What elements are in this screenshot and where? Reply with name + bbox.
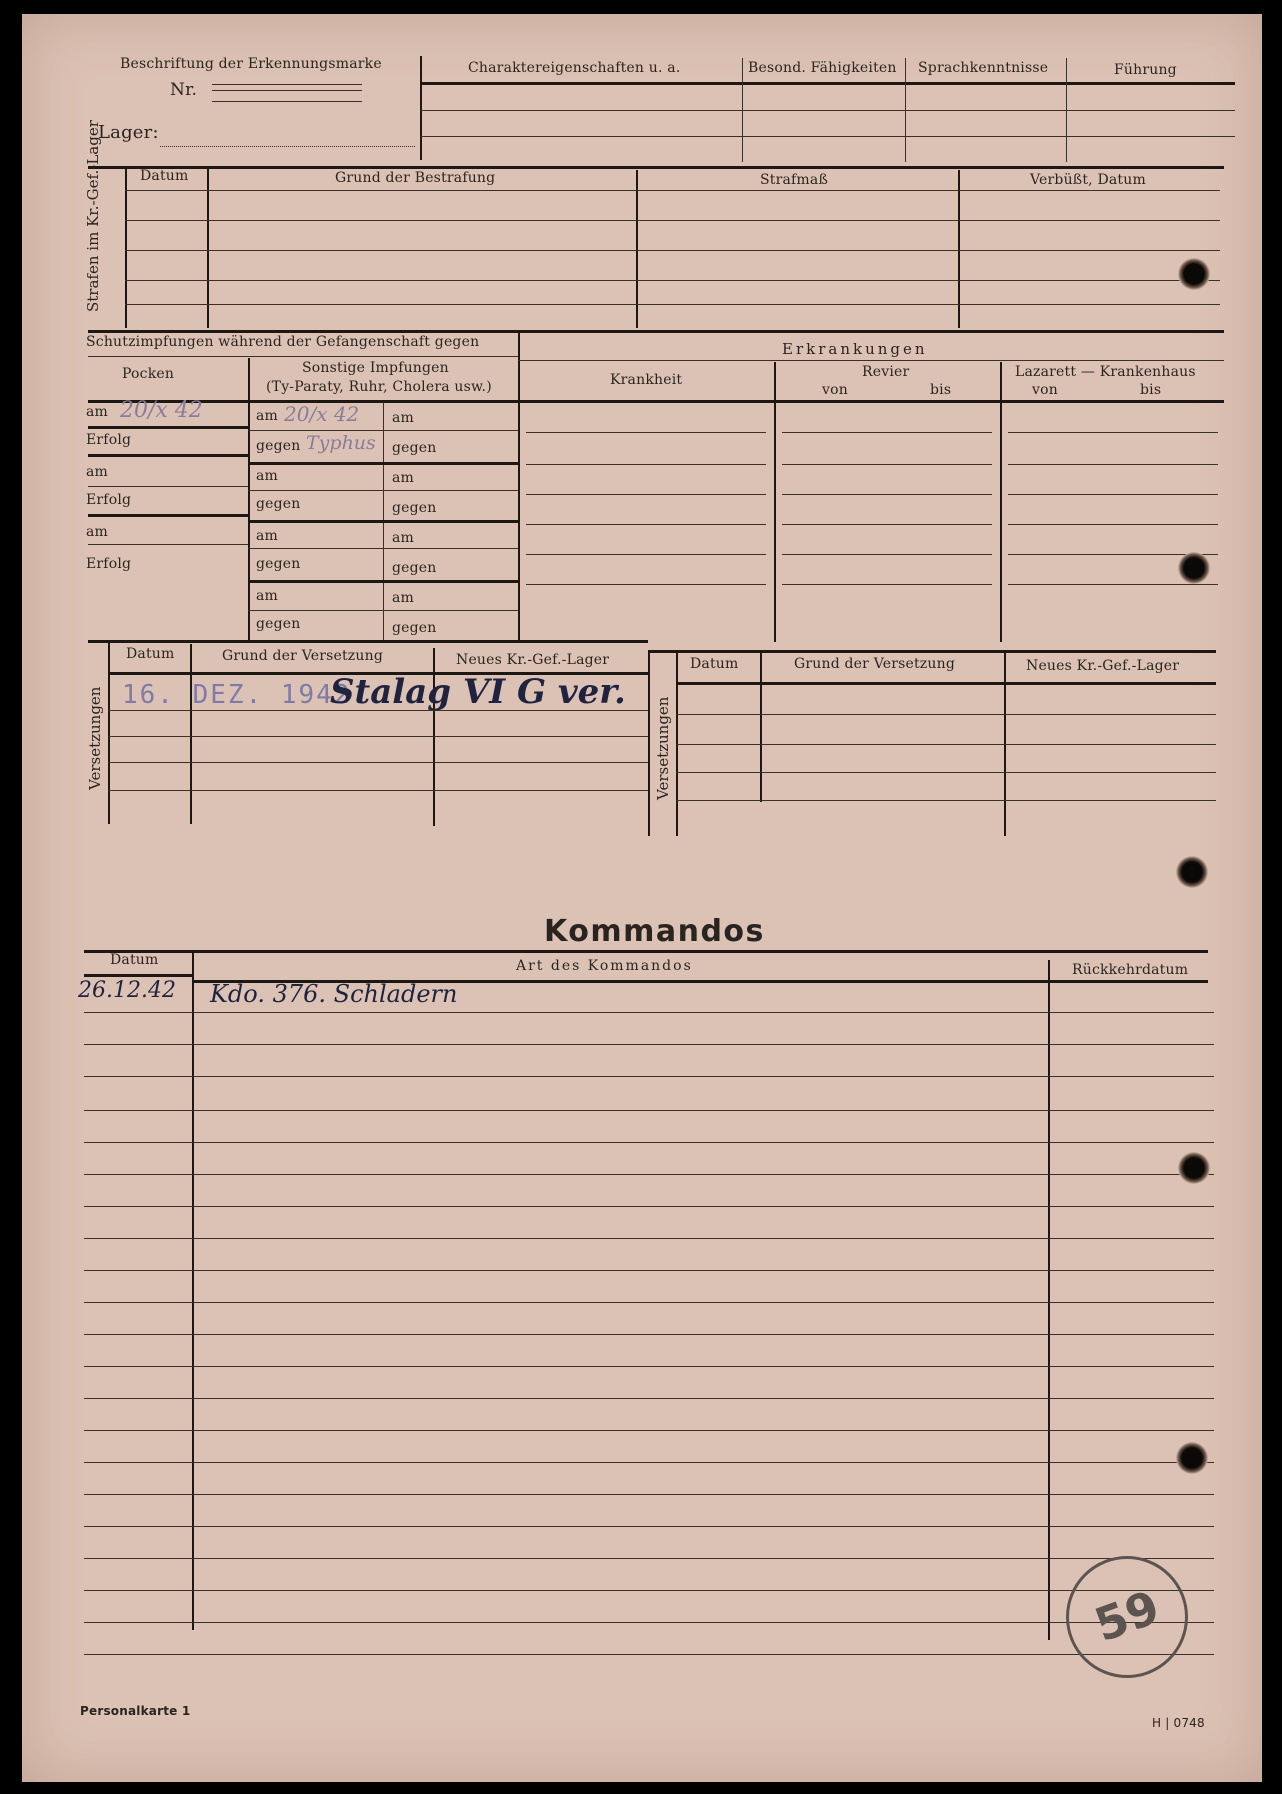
- strafen-rule: [125, 250, 1220, 251]
- sprache-label: Sprachkenntnisse: [918, 60, 1049, 76]
- number-stamp: [1066, 1556, 1188, 1678]
- impfungen-rule: [248, 520, 518, 523]
- vers-grund: Grund der Versetzung: [222, 648, 383, 664]
- lazarett-bis: bis: [1140, 382, 1162, 398]
- versetzungen-top-rule-right: [648, 650, 1216, 653]
- number-stamp-value: 59: [1087, 1579, 1167, 1653]
- sonst2-am-label-3: am: [392, 530, 415, 546]
- krankheit-rule: [526, 494, 766, 495]
- vers-rule: [108, 762, 648, 763]
- vers-date-stamp: 16. DEZ. 1942: [122, 680, 352, 710]
- erkrankungen-header-rule: [518, 360, 1224, 361]
- erkrankungen-col-divider: [1000, 362, 1002, 642]
- impfungen-header-rule: [88, 356, 518, 357]
- kommandos-row-rule: [84, 1142, 1214, 1143]
- kommandos-col-divider: [1048, 960, 1050, 1640]
- revier-rule: [782, 554, 992, 555]
- impfungen-rule: [248, 430, 518, 431]
- pocken-am-entry: 20/x 42: [120, 398, 203, 423]
- strafen-side-label: Strafen im Kr.-Gef.-Lager: [84, 120, 102, 312]
- vers-middle-divider: [648, 650, 650, 836]
- vers-rule-right: [676, 772, 1216, 773]
- versetzungen-side-label: Versetzungen: [86, 686, 104, 790]
- fuehrung-label: Führung: [1114, 62, 1177, 78]
- sonst-gegen-label: gegen: [256, 438, 301, 454]
- revier-rule: [782, 432, 992, 433]
- kommandos-row-rule: [84, 1012, 1214, 1013]
- vers-rule-right: [676, 744, 1216, 745]
- lager-label: Lager:: [98, 122, 159, 143]
- kommandos-row-rule: [84, 1334, 1214, 1335]
- top-row-rule: [420, 110, 1235, 111]
- krankheit-rule: [526, 554, 766, 555]
- kommandos-row-rule: [84, 1526, 1214, 1527]
- pocken-erfolg-label-2: Erfolg: [86, 492, 132, 508]
- impfungen-rule: [88, 486, 248, 487]
- top-divider: [420, 56, 422, 160]
- kommandos-row-rule: [84, 1430, 1214, 1431]
- pocken-am-label: am: [86, 404, 109, 420]
- sonst2-am-label-2: am: [392, 470, 415, 486]
- kommandos-row-rule: [84, 1590, 1214, 1591]
- kommandos-row-rule: [84, 1494, 1214, 1495]
- sonstige-label-2: (Ty-Paraty, Ruhr, Cholera usw.): [266, 379, 492, 395]
- sonstige-label-1: Sonstige Impfungen: [302, 360, 449, 376]
- erkrankungen-col-divider: [774, 362, 776, 642]
- lazarett-label: Lazarett — Krankenhaus: [1015, 364, 1196, 380]
- kommandos-entry-date: 26.12.42: [78, 978, 176, 1003]
- versetzungen-top-rule: [88, 640, 648, 643]
- marke-label: Beschriftung der Erkennungsmarke: [120, 56, 382, 72]
- kommandos-row-rule: [84, 1558, 1214, 1559]
- sonst-gegen-label-4: gegen: [256, 616, 301, 632]
- lazarett-rule: [1008, 524, 1218, 525]
- pocken-erfolg-label: Erfolg: [86, 432, 132, 448]
- charakter-label: Charaktereigenschaften u. a.: [468, 60, 681, 76]
- revier-bis: bis: [930, 382, 952, 398]
- strafen-grund: Grund der Bestrafung: [335, 170, 496, 186]
- kommandos-title: Kommandos: [544, 914, 765, 949]
- lager-field: [160, 146, 415, 147]
- lazarett-rule: [1008, 464, 1218, 465]
- kommandos-row-rule: [84, 1110, 1214, 1111]
- lazarett-rule: [1008, 584, 1218, 585]
- impfungen-rule: [248, 580, 518, 583]
- sonst-am-label-4: am: [256, 588, 279, 604]
- kommandos-entry-art: Kdo. 376. Schladern: [210, 980, 458, 1008]
- sonst-am-entry: 20/x 42: [284, 402, 360, 426]
- form-code: H | 0748: [1152, 1716, 1205, 1730]
- kommandos-art: Art des Kommandos: [516, 958, 693, 974]
- faehigkeiten-label: Besond. Fähigkeiten: [748, 60, 897, 76]
- sonst2-am-label-4: am: [392, 590, 415, 606]
- sonst2-am-label: am: [392, 410, 415, 426]
- sonst-gegen-label-2: gegen: [256, 496, 301, 512]
- revier-von: von: [822, 382, 848, 398]
- sonst-am-label-3: am: [256, 528, 279, 544]
- vers-rule: [108, 790, 648, 791]
- vers-rule: [108, 710, 648, 711]
- vers-rule: [108, 736, 648, 737]
- punch-hole: [1176, 1442, 1208, 1474]
- krankheit-label: Krankheit: [610, 372, 683, 388]
- impfungen-rule: [88, 514, 248, 517]
- form-name: Personalkarte 1: [80, 1704, 191, 1718]
- revier-rule: [782, 524, 992, 525]
- kommandos-row-rule: [84, 1076, 1214, 1077]
- vers-grund-right: Grund der Versetzung: [794, 656, 955, 672]
- versetzungen-side-divider: [108, 642, 110, 824]
- top-header-rule: [420, 82, 1235, 85]
- krankheit-rule: [526, 464, 766, 465]
- krankheit-rule: [526, 584, 766, 585]
- punch-hole: [1178, 1152, 1210, 1184]
- sonst-gegen-label-3: gegen: [256, 556, 301, 572]
- punch-hole: [1178, 258, 1210, 290]
- punch-hole: [1178, 552, 1210, 584]
- sonst-gegen-entry: Typhus: [306, 432, 376, 454]
- kommandos-top-rule: [84, 950, 1208, 953]
- lazarett-von: von: [1032, 382, 1058, 398]
- kommandos-row-rule: [84, 1398, 1214, 1399]
- sonst-am-label-2: am: [256, 468, 279, 484]
- impfungen-header-bottom: [88, 400, 1224, 403]
- kommandos-row-rule: [84, 1366, 1214, 1367]
- kommandos-row-rule: [84, 1238, 1214, 1239]
- vers-rule-right: [676, 714, 1216, 715]
- kommandos-row-rule: [84, 1622, 1214, 1623]
- krankheit-rule: [526, 432, 766, 433]
- strafen-rule: [125, 304, 1220, 305]
- vers-datum: Datum: [126, 646, 175, 662]
- sonst2-gegen-label-4: gegen: [392, 620, 437, 636]
- strafen-strafmass: Strafmaß: [760, 172, 829, 188]
- top-row-rule: [420, 136, 1235, 137]
- kommandos-header-rule: [84, 974, 194, 977]
- sonst-am-label: am: [256, 408, 279, 424]
- vers-neues-lager-right: Neues Kr.-Gef.-Lager: [1026, 658, 1180, 674]
- versetzungen-side-label-right: Versetzungen: [654, 696, 672, 800]
- impfungen-rule: [248, 462, 518, 465]
- impfungen-rule: [88, 544, 248, 545]
- vers-rule-right: [676, 800, 1216, 801]
- impfungen-rule: [88, 426, 248, 429]
- impfungen-header: Schutzimpfungen während der Gefangenschaft gegen: [86, 334, 480, 350]
- lazarett-rule: [1008, 494, 1218, 495]
- impfungen-divider: [518, 332, 520, 642]
- revier-label: Revier: [862, 364, 910, 380]
- nr-field: [212, 84, 362, 102]
- vers-right-col-divider: [760, 652, 762, 802]
- sonst2-gegen-label: gegen: [392, 440, 437, 456]
- vers-col-divider: [190, 644, 192, 824]
- pocken-label: Pocken: [122, 366, 175, 382]
- sonst2-gegen-label-3: gegen: [392, 560, 437, 576]
- kommandos-row-rule: [84, 1462, 1214, 1463]
- pocken-erfolg-label-3: Erfolg: [86, 556, 132, 572]
- impfungen-rule: [248, 610, 518, 611]
- strafen-rule: [125, 280, 1220, 281]
- vers-neues-lager: Neues Kr.-Gef.-Lager: [456, 652, 610, 668]
- kommandos-col-divider: [192, 950, 194, 1630]
- kommandos-datum: Datum: [110, 952, 159, 968]
- krankheit-rule: [526, 524, 766, 525]
- erkrankungen-header: Erkrankungen: [782, 340, 928, 358]
- punch-hole: [1176, 856, 1208, 888]
- impfungen-top-rule: [88, 330, 1224, 333]
- impfungen-rule: [248, 548, 518, 549]
- pocken-am-label-3: am: [86, 524, 109, 540]
- revier-rule: [782, 464, 992, 465]
- kommandos-row-rule: [84, 1206, 1214, 1207]
- impfungen-rule: [88, 454, 248, 457]
- kommandos-row-rule: [84, 1654, 1214, 1655]
- vers-right-header-rule: [676, 682, 1216, 685]
- kommandos-rueckkehr: Rückkehrdatum: [1072, 962, 1189, 978]
- vers-hand-entry: Stalag VI G ver.: [330, 672, 626, 712]
- kommandos-row-rule: [84, 1270, 1214, 1271]
- lazarett-rule: [1008, 432, 1218, 433]
- revier-rule: [782, 494, 992, 495]
- strafen-rule: [125, 220, 1220, 221]
- pocken-am-label-2: am: [86, 464, 109, 480]
- vers-datum-right: Datum: [690, 656, 739, 672]
- strafen-top-rule: [88, 166, 1224, 169]
- kommandos-row-rule: [84, 1302, 1214, 1303]
- nr-label: Nr.: [170, 80, 198, 100]
- strafen-rule: [125, 190, 1220, 191]
- strafen-verbuesst: Verbüßt, Datum: [1030, 172, 1146, 188]
- impfungen-rule: [248, 490, 518, 491]
- strafen-datum: Datum: [140, 168, 189, 184]
- sonst2-gegen-label-2: gegen: [392, 500, 437, 516]
- kommandos-row-rule: [84, 1044, 1214, 1045]
- kommandos-row-rule: [84, 1174, 1214, 1175]
- revier-rule: [782, 584, 992, 585]
